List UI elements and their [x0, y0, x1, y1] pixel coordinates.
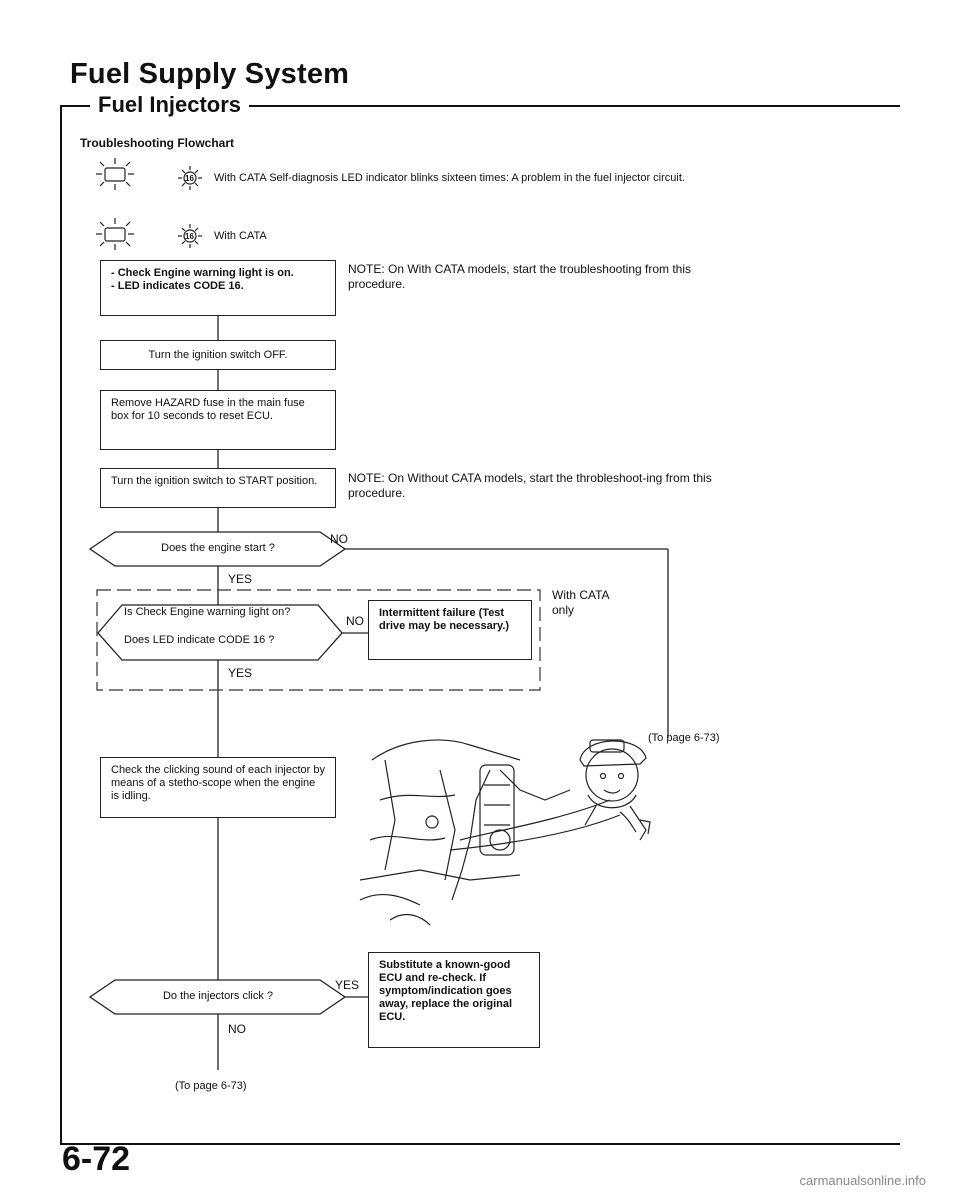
- check-engine-icon: [96, 158, 134, 190]
- legend-line-2: With CATA: [214, 230, 267, 242]
- to-page-ref-bottom: (To page 6-73): [175, 1080, 247, 1092]
- with-cata-only-label: With CATA only: [552, 588, 609, 617]
- decision-3-no-label: NO: [228, 1022, 246, 1036]
- footer-rule: [60, 1143, 900, 1145]
- note-with-cata: NOTE: On With CATA models, start the troubleshooting from this procedure.: [348, 262, 692, 291]
- decision-2-yes-label: YES: [228, 666, 253, 680]
- decision-2-line-1: Is Check Engine warning light on?: [124, 606, 291, 618]
- symptom-box: [100, 260, 336, 316]
- section-subtitle: Fuel Injectors: [90, 92, 249, 118]
- decision-2-no-label: NO: [346, 614, 364, 628]
- decision-1-text: Does the engine start ?: [161, 542, 275, 554]
- page-title: Fuel Supply System: [70, 58, 350, 90]
- decision-1-no-label: NO: [330, 532, 348, 546]
- note-without-cata: NOTE: On Without CATA models, start the throbleshoot-ing from this procedure.: [348, 471, 712, 500]
- legend-code-label: 16: [185, 174, 194, 183]
- step-ignition-start: Turn the ignition switch to START position.: [100, 468, 336, 508]
- site-watermark: carmanualsonline.info: [799, 1173, 926, 1188]
- to-page-ref-right: (To page 6-73): [648, 732, 720, 744]
- flowchart-heading: Troubleshooting Flowchart: [80, 136, 234, 150]
- check-engine-icon: [96, 218, 134, 250]
- page-number: 6-72: [62, 1140, 131, 1178]
- step-check-clicking-sound: Check the clicking sound of each injector by means of a stetho-scope when the engine is idling.: [100, 757, 336, 818]
- decision-3-yes-label: YES: [335, 978, 360, 992]
- stethoscope-illustration: [360, 740, 650, 925]
- legend-line-1: With CATA Self-diagnosis LED indicator blinks sixteen times: A problem in the fuel injector circuit.: [214, 172, 685, 184]
- legend-code-label: 16: [185, 232, 194, 241]
- intermittent-failure-box: Intermittent failure (Test drive may be necessary.): [368, 600, 532, 660]
- substitute-ecu-box: Substitute a known-good ECU and re-check. If symptom/indication goes away, replace the original ECU.: [368, 952, 540, 1048]
- step-remove-hazard-fuse: Remove HAZARD fuse in the main fuse box for 10 seconds to reset ECU.: [100, 390, 336, 450]
- symptom-line-2: - LED indicates CODE 16.: [111, 280, 244, 292]
- decision-3-text: Do the injectors click ?: [162, 990, 274, 1002]
- step-ignition-off: Turn the ignition switch OFF.: [100, 340, 336, 370]
- decision-1-yes-label: YES: [228, 572, 253, 586]
- decision-2-line-2: Does LED indicate CODE 16 ?: [124, 634, 275, 646]
- symptom-line-1: - Check Engine warning light is on.: [111, 267, 294, 279]
